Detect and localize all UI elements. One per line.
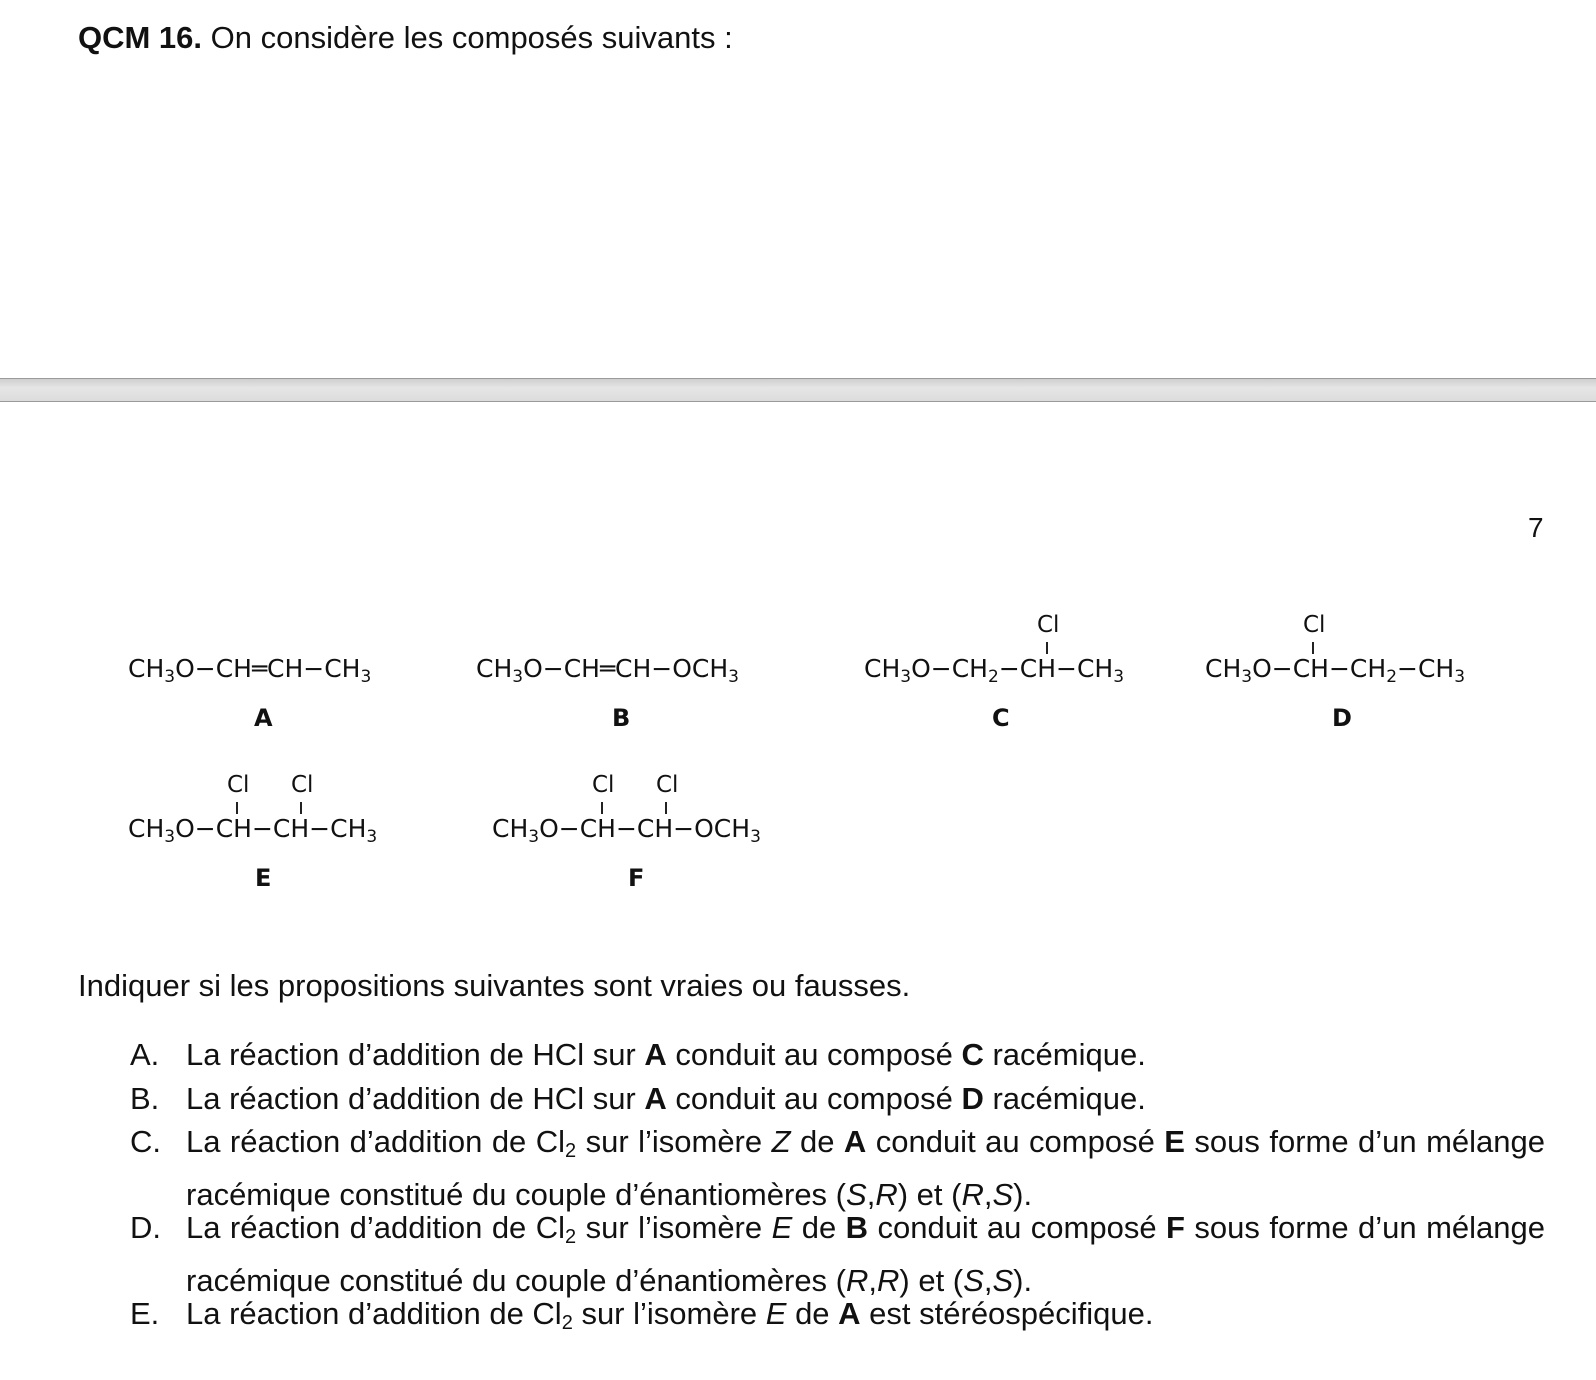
molecule-e-chlorine-1: Cl — [227, 772, 250, 798]
molecule-f-formula: $CH_3O-CH-CH-OCH_3$ — [492, 814, 761, 847]
option-b-text: La réaction d’addition de HCl sur A conduit au composé D racémique. — [186, 1081, 1146, 1116]
molecule-c-label: C — [992, 704, 1010, 732]
question-intro: On considère les composés suivants : — [202, 20, 733, 55]
question-number: QCM 16. — [78, 20, 203, 55]
molecule-c-chlorine: Cl — [1037, 612, 1060, 638]
molecule-e-label: E — [255, 864, 272, 892]
molecule-a-formula: $CH_3O-CH═CH-CH_3$ — [128, 654, 372, 687]
instruction-text: Indiquer si les propositions suivantes sont vraies ou fausses. — [78, 968, 911, 1003]
molecule-c-bond — [1046, 642, 1048, 654]
molecule-f-label: F — [628, 864, 645, 892]
molecule-a-label: A — [254, 704, 273, 732]
option-a — [130, 1033, 1545, 1077]
molecule-f-bond-1 — [601, 802, 603, 814]
page-separator — [0, 378, 1596, 402]
page-number: 7 — [1528, 512, 1544, 543]
molecule-e-chlorine-2: Cl — [291, 772, 314, 798]
page-top — [0, 0, 1596, 378]
molecule-c-formula: $CH_3O-CH_2-CH-CH_3$ — [864, 654, 1125, 687]
molecule-b-formula: $CH_3O-CH═CH-OCH_3$ — [476, 654, 739, 687]
molecule-f-bond-2 — [665, 802, 667, 814]
option-e — [130, 1292, 1545, 1345]
option-d-text: La réaction d’addition de $Cl_2$ sur l’isomère E de B conduit au composé F sous forme d’un mélange racémique constitué du couple d’énantiomères (R,R) et (S,S). — [186, 1210, 1546, 1298]
option-e-letter: E. — [130, 1296, 160, 1331]
molecule-d-label: D — [1332, 704, 1352, 732]
option-b — [130, 1077, 1545, 1121]
molecule-f-chlorine-2: Cl — [656, 772, 679, 798]
option-d — [130, 1206, 1545, 1303]
option-b-letter: B. — [130, 1081, 160, 1116]
molecule-e-bond-1 — [236, 802, 238, 814]
option-c-text: La réaction d’addition de $Cl_2$ sur l’isomère Z de A conduit au composé E sous forme d’un mélange racémique constitué du couple d’énantiomères (S,R) et (R,S). — [186, 1124, 1546, 1212]
option-a-text: La réaction d’addition de HCl sur A conduit au composé C racémique. — [186, 1037, 1146, 1072]
option-e-text: La réaction d’addition de $Cl_2$ sur l’isomère E de A est stéréospécifique. — [186, 1296, 1154, 1334]
molecule-d-chlorine: Cl — [1303, 612, 1326, 638]
option-c-letter: C. — [130, 1124, 161, 1159]
option-c — [130, 1120, 1545, 1217]
option-d-letter: D. — [130, 1210, 161, 1245]
molecule-f-chlorine-1: Cl — [592, 772, 615, 798]
question-header — [78, 20, 733, 56]
molecule-e-formula: $CH_3O-CH-CH-CH_3$ — [128, 814, 378, 847]
molecule-d-formula: $CH_3O-CH-CH_2-CH_3$ — [1205, 654, 1466, 687]
molecule-d-bond — [1312, 642, 1314, 654]
molecule-e-bond-2 — [300, 802, 302, 814]
molecule-b-label: B — [612, 704, 631, 732]
option-a-letter: A. — [130, 1037, 160, 1072]
